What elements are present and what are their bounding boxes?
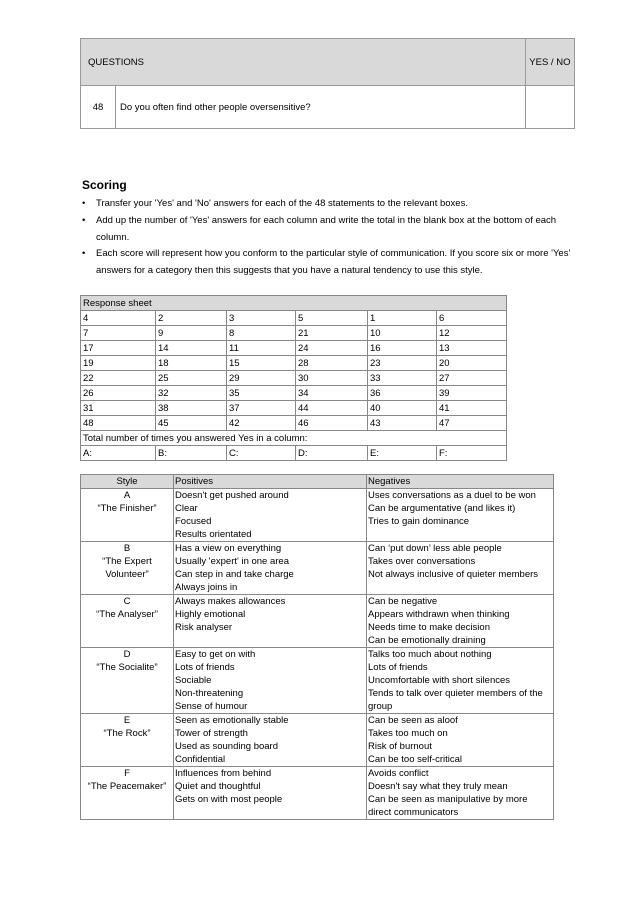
response-cell: 16 — [368, 341, 437, 356]
response-cell: 43 — [368, 416, 437, 431]
positive-item: Always joins in — [175, 582, 238, 593]
style-row — [81, 489, 554, 542]
response-cell: 10 — [368, 326, 437, 341]
negative-item: Can be argumentative (and likes it) — [368, 503, 516, 514]
response-cell: 38 — [156, 401, 227, 416]
response-row — [81, 386, 507, 401]
negative-item: Tries to gain dominance — [368, 516, 470, 527]
style-name: “The Socialite” — [96, 662, 158, 673]
questions-header-row — [81, 39, 575, 86]
total-cell-e[interactable]: E: — [368, 446, 437, 461]
positives-cell — [174, 595, 367, 648]
bullet-text: Transfer your 'Yes' and 'No' answers for each of the 48 statements to the relevant boxes. — [96, 198, 468, 209]
negative-item: Takes over conversations — [368, 556, 476, 567]
positive-item: Has a view on everything — [175, 543, 282, 554]
scoring-title: Scoring — [82, 178, 127, 192]
positive-item: Can step in and take charge — [175, 569, 294, 580]
response-cell: 14 — [156, 341, 227, 356]
style-cell — [81, 767, 174, 820]
response-cell: 25 — [156, 371, 227, 386]
positives-cell — [174, 767, 367, 820]
response-cell: 48 — [81, 416, 156, 431]
response-cell: 33 — [368, 371, 437, 386]
response-cell: 21 — [296, 326, 368, 341]
style-letter: C — [123, 596, 131, 607]
style-letter: E — [123, 715, 131, 726]
response-cell: 11 — [227, 341, 296, 356]
response-cell: 32 — [156, 386, 227, 401]
response-cell: 47 — [437, 416, 507, 431]
positive-item: Usually 'expert' in one area — [175, 556, 289, 567]
style-name: “The Expert — [102, 556, 152, 567]
yes-no-answer-cell[interactable] — [525, 86, 574, 129]
negatives-header: Negatives — [367, 475, 554, 489]
negative-item: Can ‘put down’ less able people — [368, 543, 502, 554]
positive-item: Seen as emotionally stable — [175, 715, 289, 726]
response-cell: 45 — [156, 416, 227, 431]
response-cell: 37 — [227, 401, 296, 416]
response-sheet-body — [81, 311, 507, 431]
positive-item: Doesn't get pushed around — [175, 490, 289, 501]
positive-item: Lots of friends — [175, 662, 235, 673]
negative-item: Can be negative — [368, 596, 438, 607]
response-cell: 17 — [81, 341, 156, 356]
style-cell — [81, 714, 174, 767]
positive-item: Non-threatening — [175, 688, 244, 699]
response-cell: 22 — [81, 371, 156, 386]
total-cell-d[interactable]: D: — [296, 446, 368, 461]
response-row — [81, 371, 507, 386]
response-cell: 27 — [437, 371, 507, 386]
positive-item: Easy to get on with — [175, 649, 256, 660]
response-cell: 29 — [227, 371, 296, 386]
negative-item: Risk of burnout — [368, 741, 432, 752]
response-cell: 19 — [81, 356, 156, 371]
positive-item: Results orientated — [175, 529, 252, 540]
positive-item: Risk analyser — [175, 622, 233, 633]
response-row — [81, 311, 507, 326]
positive-item: Sense of humour — [175, 701, 248, 712]
style-cell — [81, 542, 174, 595]
response-cell: 23 — [368, 356, 437, 371]
style-name: “The Finisher” — [97, 503, 157, 514]
positive-item: Always makes allowances — [175, 596, 286, 607]
positive-item: Gets on with most people — [175, 794, 283, 805]
totals-row — [81, 446, 507, 461]
style-header: Style — [81, 475, 174, 489]
positives-header: Positives — [174, 475, 367, 489]
bullet-text: Add up the number of 'Yes' answers for each column and write the total in the blank box at the bottom of each column. — [96, 215, 557, 243]
response-cell: 39 — [437, 386, 507, 401]
response-cell: 40 — [368, 401, 437, 416]
response-cell: 44 — [296, 401, 368, 416]
response-cell: 31 — [81, 401, 156, 416]
negative-item: Needs time to make decision — [368, 622, 490, 633]
positive-item: Confidential — [175, 754, 226, 765]
style-row — [81, 542, 554, 595]
total-cell-a[interactable]: A: — [81, 446, 156, 461]
bullet-dot: • — [82, 248, 86, 259]
style-name: “The Peacemaker” — [87, 781, 167, 792]
response-sheet-header — [81, 296, 507, 311]
negative-item: Talks too much about nothing — [368, 649, 492, 660]
total-cell-c[interactable]: C: — [227, 446, 296, 461]
positives-cell — [174, 714, 367, 767]
positives-cell — [174, 648, 367, 714]
response-cell: 12 — [437, 326, 507, 341]
response-cell: 28 — [296, 356, 368, 371]
positive-item: Quiet and thoughtful — [175, 781, 261, 792]
response-row — [81, 401, 507, 416]
negatives-cell — [367, 767, 554, 820]
negative-item: Appears withdrawn when thinking — [368, 609, 510, 620]
style-letter: F — [124, 768, 130, 779]
total-cell-b[interactable]: B: — [156, 446, 227, 461]
response-cell: 20 — [437, 356, 507, 371]
positive-item: Used as sounding board — [175, 741, 278, 752]
style-cell — [81, 489, 174, 542]
response-cell: 34 — [296, 386, 368, 401]
positive-item: Sociable — [175, 675, 212, 686]
negatives-cell — [367, 542, 554, 595]
negative-item: Doesn't say what they truly mean — [368, 781, 508, 792]
scoring-bullet — [82, 195, 582, 212]
response-row — [81, 416, 507, 431]
questions-table — [80, 38, 575, 129]
response-cell: 5 — [296, 311, 368, 326]
question-text: Do you often find other people oversensitive? — [116, 86, 526, 129]
response-cell: 3 — [227, 311, 296, 326]
response-cell: 42 — [227, 416, 296, 431]
negative-item: Uncomfortable with short silences — [368, 675, 511, 686]
response-cell: 18 — [156, 356, 227, 371]
total-label: Total number of times you answered Yes in a column: — [81, 431, 507, 446]
response-cell: 9 — [156, 326, 227, 341]
style-letter: A — [123, 490, 131, 501]
style-name: “The Rock” — [103, 728, 151, 739]
yes-no-header: YES / NO — [525, 39, 574, 86]
response-cell: 15 — [227, 356, 296, 371]
positive-item: Influences from behind — [175, 768, 272, 779]
negative-item: Takes too much on — [368, 728, 448, 739]
response-cell: 2 — [156, 311, 227, 326]
negative-item: Can be too self-critical — [368, 754, 462, 765]
style-letter: D — [123, 649, 131, 660]
response-sheet-title: Response sheet — [81, 296, 507, 311]
response-cell: 36 — [368, 386, 437, 401]
negative-item: Lots of friends — [368, 662, 428, 673]
negative-item: Avoids conflict — [368, 768, 429, 779]
response-row — [81, 326, 507, 341]
negatives-cell — [367, 489, 554, 542]
negative-item: Not always inclusive of quieter members — [368, 569, 539, 580]
negative-item: Can be seen as manipulative by more direct communicators — [368, 794, 528, 818]
response-cell: 26 — [81, 386, 156, 401]
positives-cell — [174, 542, 367, 595]
positive-item: Highly emotional — [175, 609, 246, 620]
response-cell: 7 — [81, 326, 156, 341]
negative-item: Uses conversations as a duel to be won — [368, 490, 536, 501]
styles-body — [81, 489, 554, 820]
style-name: “The Analyser” — [96, 609, 158, 620]
question-number: 48 — [81, 86, 116, 129]
negative-item: Can be emotionally draining — [368, 635, 486, 646]
response-cell: 30 — [296, 371, 368, 386]
response-cell: 6 — [437, 311, 507, 326]
question-row — [81, 86, 575, 129]
response-cell: 1 — [368, 311, 437, 326]
questions-header: QUESTIONS — [81, 39, 526, 86]
negative-item: Tends to talk over quieter members of the group — [368, 688, 543, 712]
styles-table — [80, 474, 554, 820]
style-cell — [81, 648, 174, 714]
response-cell: 4 — [81, 311, 156, 326]
style-row — [81, 714, 554, 767]
response-cell: 13 — [437, 341, 507, 356]
negatives-cell — [367, 595, 554, 648]
positives-cell — [174, 489, 367, 542]
response-cell: 35 — [227, 386, 296, 401]
bullet-dot: • — [82, 198, 86, 209]
style-cell — [81, 595, 174, 648]
response-row — [81, 356, 507, 371]
style-row — [81, 767, 554, 820]
negatives-cell — [367, 714, 554, 767]
scoring-bullet — [82, 212, 582, 246]
style-row — [81, 648, 554, 714]
scoring-bullet — [82, 245, 582, 279]
response-cell: 41 — [437, 401, 507, 416]
style-row — [81, 595, 554, 648]
style-letter: B — [123, 543, 131, 554]
style-name: Volunteer” — [105, 569, 149, 580]
total-cell-f[interactable]: F: — [437, 446, 507, 461]
positive-item: Clear — [175, 503, 198, 514]
styles-header-row — [81, 475, 554, 489]
response-cell: 24 — [296, 341, 368, 356]
response-row — [81, 341, 507, 356]
positive-item: Tower of strength — [175, 728, 248, 739]
negative-item: Can be seen as aloof — [368, 715, 458, 726]
bullet-text: Each score will represent how you conform to the particular style of communication. If you score six or more 'Yes' answers for a category then this suggests that you have a natural tendency to use this style. — [96, 248, 571, 276]
response-sheet-table — [80, 295, 507, 461]
negatives-cell — [367, 648, 554, 714]
response-cell: 8 — [227, 326, 296, 341]
bullet-dot: • — [82, 215, 86, 226]
response-cell: 46 — [296, 416, 368, 431]
positive-item: Focused — [175, 516, 212, 527]
total-label-row — [81, 431, 507, 446]
